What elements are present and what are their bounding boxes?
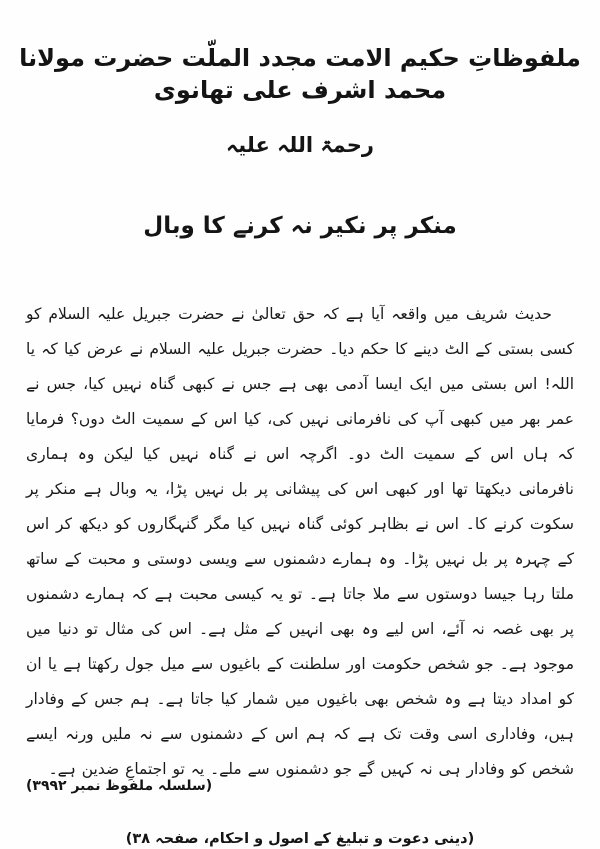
series-number-note: (سلسلہ ملفوظ نمبر ۳۹۹۲) bbox=[26, 778, 213, 794]
body-paragraph: حدیث شریف میں واقعہ آیا ہے کہ حق تعالیٰ نے حضرت جبریل علیہ السلام کو کسی بستی کے الٹ دینے کا حکم دیا۔ حضرت جبریل علیہ السلام نے عرض کیا کہ یا اللہ! اس بستی میں ایک ایسا آدمی بھی ہے جس نے کبھی گناہ نہیں کیا، جس نے عمر بھر میں کبھی آپ کی نافرمانی نہیں کی، کیا اس کے سمیت الٹ دوں؟ فرمایا کہ ہاں اس کے سمیت الٹ دو۔ اگرچہ اس نے گناہ نہیں کیا لیکن وہ ہماری نافرمانی دیکھتا تھا اور کبھی اس کی پیشانی پر بل نہیں پڑا، یہ وبال ہے منکر پر سکوت کرنے کا۔ اس نے بظاہر کوئی گناہ نہیں کیا مگر گنہگاروں کو دیکھ کر اس کے چہرہ پر بل نہیں پڑا۔ وہ ہمارے دشمنوں سے ویسی دوستی و محبت کے ساتھ ملتا رہا جیسا دوستوں سے ملا جاتا ہے۔ تو یہ کیسی محبت ہے کہ ہمارے دشمنوں پر بھی غصہ نہ آئے، اس لیے وہ بھی انہیں کے مثل ہے۔ اس کی مثال تو دنیا میں موجود ہے۔ جو شخص حکومت اور سلطنت کے باغیوں سے میل جول رکھتا ہے یا ان کو امداد دیتا ہے وہ شخص بھی باغیوں میں شمار کیا جاتا ہے۔ ہم جس کے وفادار ہیں، وفاداری اسی وقت تک ہے کہ ہم اس کے دشمنوں سے نہ ملیں ورنہ ایسے شخص کو وفادار ہی نہ کہیں گے جو دشمنوں سے ملے۔ یہ تو اجتماعِ ضدین ہے۔ bbox=[26, 304, 574, 778]
source-citation: (دینی دعوت و تبلیغ کے اصول و احکام، صفحہ ۳۸) bbox=[125, 830, 475, 847]
section-heading: منکر پر نکیر نہ کرنے کا وبال bbox=[143, 212, 457, 239]
document-header bbox=[0, 0, 600, 157]
book-title: ملفوظاتِ حکیم الامت مجدد الملّت حضرت مولانا محمد اشرف علی تھانوی bbox=[19, 44, 581, 105]
honorific-line: رحمۃ اللہ علیہ bbox=[226, 132, 374, 157]
